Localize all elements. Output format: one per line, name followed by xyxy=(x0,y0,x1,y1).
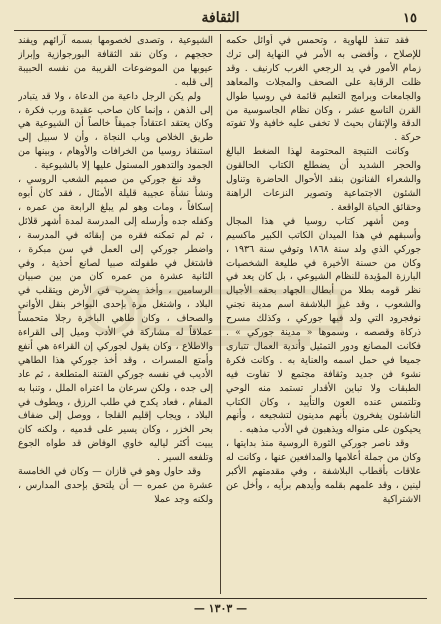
magazine-title: الثقافة xyxy=(201,10,240,26)
header-page-number: ١٥ xyxy=(403,10,417,26)
right-paragraph-4: وقد ناصر جوركي الثورة الروسية منذ بدايتها ، وكان من جملة أعلامها والمدافعين عنها ، وكانت له علاقات بأقطاب البلاشفة ، وفي مقدمتهم الأكبر لينين ، وقد علمهم بقلمه وأيدهم برأيه ، وأخل عن الاشتراكية xyxy=(226,438,421,505)
right-paragraph-1: فقد تنفذ للهاوية ، وتحمس في أوائل حكمه للإصلاح ، وأفضى به الأمر في النهاية إلى ترك زمام الأمور في يد الرجعي الغرب كارنيف . وقد ظلت الرقابة على الصحف والمجلات والمعاهد والجامعات وبرامج التعليم قائمة في روسيا طوال القرن التاسع عشر ، وكان نظام الجاسوسية من الدقة والإتقان بحيث لا تخفى عليه خافية ولا تفوته حركة . xyxy=(226,35,421,144)
left-paragraph-4: وقد حاول وهو في قازان — وكان في الخامسة عشرة من عمره — أن يلتحق بإحدى المدارس ، ولكنه وجد عملا xyxy=(18,466,213,505)
left-column xyxy=(18,34,213,594)
column-divider xyxy=(220,34,221,594)
page-header xyxy=(16,6,425,30)
right-paragraph-3: ومن أشهر كتاب روسيا في هذا المجال وأسبقهم في هذا الميدان الكاتب الكبير ماكسيم جوركي الذي ولد سنة ١٨٦٨ وتوفي سنة ١٩٣٦ ، وكان من حسنة الأخيرة في طليعة الشخصيات البارزة المؤيدة للنظام الشيوعي ، بل كان يعد في نظر قومه بطلا من أبطال الجهاد بحقه الأجيال والشعوب ، وقد غير البلاشفة اسم مدينة نجني نوفجرود التي ولد فيها جوركي ، وكذلك مسرح ذركاة وقصصه ، وسموها « مدينة جوركي » . فكانت المصانع ودور التمثيل وأندية العمال تتبارى جميعا في حمل اسمه والعناية به . وكانت فكرة نشوء فن جديد وثقافة مجتمع لا تفاوت فيه الطبقات ولا تباين الأقدار تستمد منه الوحي وتلتمس عنده العون والتأييد ، وكان الكتاب الناشئون يفخرون بأنهم مدينون لتشجيعه ، وأنهم يحيكون على منواله ويذهبون في الأدب مذهبه . xyxy=(226,215,421,436)
page-footer-number: — ١٣٠٣ — xyxy=(193,602,248,615)
left-paragraph-1: الشيوعية ، وتصدى لخصومها بسمه آرائهم ويفند حججهم ، وكان نقد الثقافة البورجوازية وإبراز عيوبها من الموضوعات القريبة من نفسه الحبيبة إلى قلبه . xyxy=(18,35,213,88)
left-paragraph-2: ولم يكن الرجل داعية من الدعاة ، ولا قد يتبادر إلى الذهن ، وإنما كان صاحب عقيدة ورب فكرة ، وكان يعتقد اعتقاداً جميقاً خالصاً أن الشيوعية هي طريق الخلاص وباب النجاة ، وأن لا سبيل إلى استنقاذ روسيا من الخرافات والأوهام ، وبينها من الجمود والتدهور المستول عليها إلا بالشيوعية . xyxy=(18,90,213,172)
left-paragraph-3: وقد نبغ جوركي من صميم الشعب الروسي ، ونشأ نشأة عجيبة قليلة الأمثال ، فقد كان أبوه إسكافاً ، ومات وهو لم يبلغ الرابعة من عمره ، وكفله جده وأرسله إلى المدرسة لمدة أشهر قلائل ، ثم لم تمكنه فقره من إبقائه في المدرسة ، واضطر جوركي إلى العمل في سن مبكرة ، فاشتغل في طفولته صبيا لصانع أحذية ، وفي الثانية عشرة من عمره كان من بين صبيان الرسامين ، وأخذ يضرب في الأرض ويتقلب في البلاد ، واشتغل مرة بإحدى البواخر بنقل الأواني والصحاف ، وكان طاهي الباخرة رجلا متحمساً عملاقاً له مشاركة في الأدب وميل إلى القراءة والاطلاع ، وكان يقول لجوركي إن القراءة هي أنفع وأمتع المسرات ، وقد أخذ جوركي هذا الطاهي الأديب في نفسه جوركي الفتنة المتطلعة ، ثم عاد إلى جده ، ولكن سرعان ما اعتراه الملل ، وتنبا به المقام ، فعاد يكدح في طلب الرزق ، ويطوف في البلاد ، ويجاب إقليم القلجا ، ووصل إلى ضفاف بحر الخزر ، وكان يسير على قدميه ، ولكنه كان يبيت أكثر لياليه خاوي الوفاض قد طواه الجوع وتلفعه السير . xyxy=(18,174,213,464)
footer-rule xyxy=(14,598,427,599)
right-paragraph-2: وكانت النتيجة المحتومة لهذا الضغط البالغ والحجر الشديد أن يضطلع الكتاب الحالقون والشعراء الفنانون بنقد الأحوال الحاضرة وتناول الشئون الاجتماعية وتصوير النزعات الراهنة وحقائق الحياة الواقعة . xyxy=(226,146,421,213)
right-column xyxy=(226,34,421,594)
header-rule xyxy=(14,30,427,31)
